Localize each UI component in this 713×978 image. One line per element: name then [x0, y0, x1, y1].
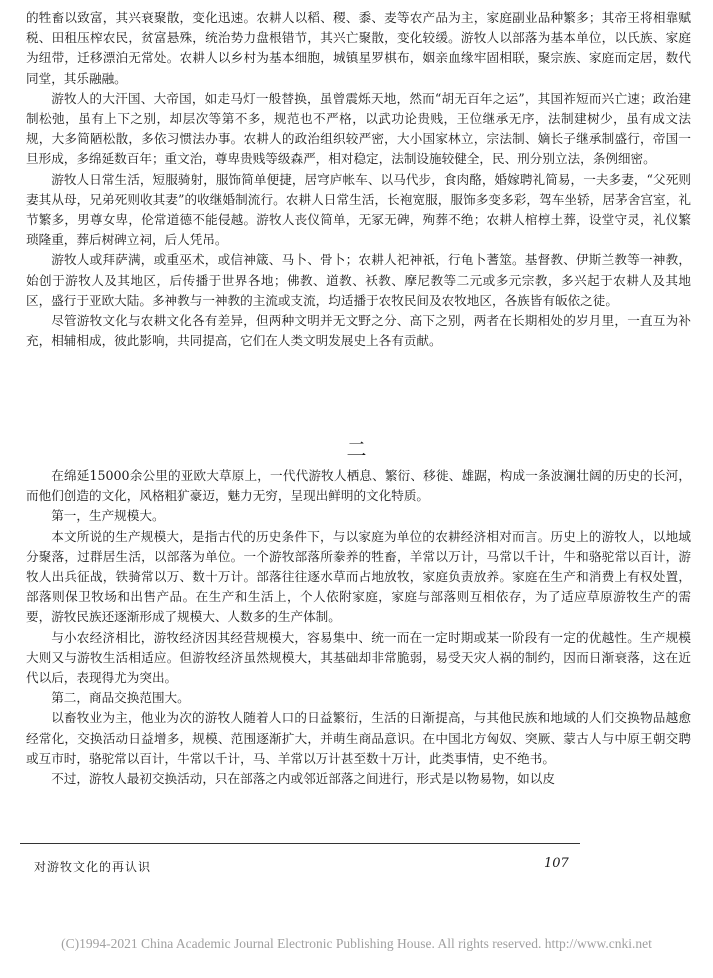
body-text-upper — [26, 8, 691, 351]
copyright-notice: (C)1994-2021 China Academic Journal Electronic Publishing House. All rights reserved. http://www.cnki.net — [61, 936, 652, 951]
body-text-lower — [26, 466, 691, 789]
section-heading: 二 — [346, 437, 367, 461]
paragraph: 不过，游牧人最初交换活动，只在部落之内或邻近部落之间进行，形式是以物易物，如以皮 — [51, 771, 555, 787]
subheading: 第二，商品交换范围大。 — [51, 690, 190, 706]
paragraph: 游牧人的大汗国、大帝国，如走马灯一般替换，虽曾震烁天地，然而“胡无百年之运”，其国祚短而兴亡速；政治建制松弛，虽有上下之别，却层次等第不多，规范也不严格，以武功论贵贱，王位继承无序，法制建树少，虽有成文法规，大多简陋松散，多依习惯法办事。农耕人的政治组织较严密，大小国家林立，宗法制、嫡长子继承制盛行，帝国一旦形成，多绵延数百年；重文治，尊卑贵贱等级森严，相对稳定，法制设施较健全，民、刑分别立法，条例细密。 — [26, 90, 691, 167]
paragraph: 本文所说的生产规模大，是指古代的历史条件下，与以家庭为单位的农耕经济相对而言。历史上的游牧人，以地域分聚落，过群居生活，以部落为单位。一个游牧部落所豢养的牲畜，羊常以万计，马常以千计，牛和骆驼常以百计，游牧人出兵征战，铁骑常以万、数十万计。部落往往逐水草而占地放牧，家庭负责放养。家庭在生产和消费上有权处置，部落则保卫牧场和出售产品。在生产和生活上，个人依附家庭，家庭与部落则互相依存，为了适应草原游牧生产的需要，游牧民族还逐渐形成了规模大、人数多的生产体制。 — [26, 528, 691, 625]
paragraph: 的牲畜以致富，其兴衰聚散，变化迅速。农耕人以稻、稷、黍、麦等农产品为主，家庭副业品种繁多；其帝王将相靠赋税、田租压榨农民，贫富悬殊，统治势力盘根错节，其兴亡聚散，变化较缓。游牧人以部落为基本单位，以氏族、家庭为纽带，迁移漂泊无常处。农耕人以乡村为基本细胞，城镇星罗棋布，姻亲血缘牢固相联，聚宗族、家庭而定居，数代同堂，其乐融融。 — [26, 10, 691, 86]
subheading: 第一，生产规模大。 — [51, 508, 165, 524]
paragraph: 与小农经济相比，游牧经济因其经营规模大，容易集中、统一而在一定时期或某一阶段有一定的优越性。生产规模大则又与游牧生活相适应。但游牧经济虽然规模大，其基础却非常脆弱，易受天灾人祸的制约，因而日渐衰落，这在近代以后，表现得尤为突出。 — [26, 629, 691, 686]
running-footer-title: 对游牧文化的再认识 — [34, 860, 152, 874]
paragraph: 在绵延15000余公里的亚欧大草原上，一代代游牧人栖息、繁衍、移徙、雄踞，构成一条波澜壮阔的历史的长河，而他们创造的文化，风格粗犷豪迈，魅力无穷，呈现出鲜明的文化特质。 — [26, 468, 691, 504]
paragraph: 游牧人或拜萨满，或重巫术，或信神箴、马卜、骨卜；农耕人祀神祇，行龟卜蓍筮。基督教、伊斯兰教等一神教，始创于游牧人及其地区，后传播于世界各地；佛教、道教、袄教、摩尼教等二元或多元宗教，多兴起于农耕人及其地区，盛行于亚欧大陆。多神教与一神教的主流或支流，均适播于农牧民间及农牧地区，各族皆有皈依之徒。 — [26, 252, 691, 308]
paragraph: 以畜牧业为主，他业为次的游牧人随着人口的日益繁衍，生活的日渐提高，与其他民族和地域的人们交换物品越愈经常化，交换活动日益增多，规模、范围逐渐扩大，并萌生商品意识。在中国北方匈奴、突厥、蒙古人与中原王朝交聘或互市时，骆驼常以百计，牛常以千计，马、羊常以万计甚至数十万计，此类事情，史不绝书。 — [26, 710, 691, 766]
footer-divider — [20, 843, 580, 844]
paragraph: 游牧人日常生活，短服骑射，服饰简单便捷，居穹庐帐车、以马代步，食肉酪，婚嫁聘礼简易，一夫多妻，“父死则妻其从母，兄弟死则收其妻”的收继婚制流行。农耕人日常生活，长袍宽服，服饰多变多彩，驾车坐轿，居茅舍宫室，礼节繁多，男尊女卑，伦常道德不能侵越。游牧人丧仪简单，无冢无碑，殉葬不绝；农耕人棺椁土葬，设堂守灵，礼仪繁琐隆重，葬后树碑立祠，后人凭吊。 — [26, 171, 691, 248]
paragraph: 尽管游牧文化与农耕文化各有差异，但两种文明并无文野之分、高下之别，两者在长期相处的岁月里，一直互为补充，相辅相成，彼此影响，共同提高，它们在人类文明发展史上各有贡献。 — [26, 313, 691, 349]
page-number: 107 — [544, 856, 569, 871]
